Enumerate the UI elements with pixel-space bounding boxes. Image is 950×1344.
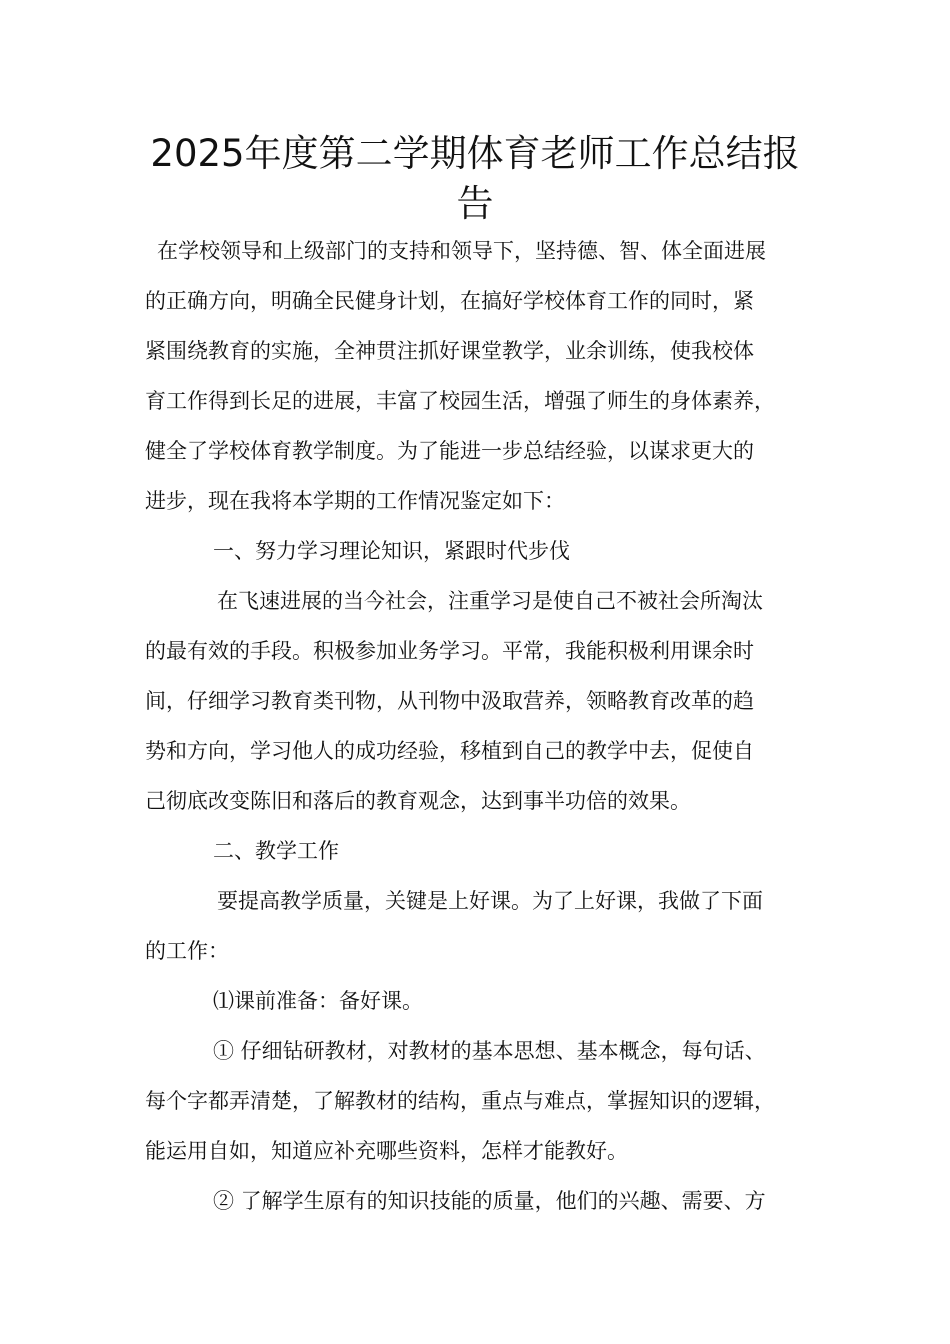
list-item-2: ② 了解学生原有的知识技能的质量，他们的兴趣、需要、方 [213, 1189, 766, 1213]
document-title-line-2: 告 [456, 182, 494, 225]
document-title-line-1: 2025年度第二学期体育老师工作总结报 [150, 132, 800, 175]
body-line: 在学校领导和上级部门的支持和领导下，坚持德、智、体全面进展 [157, 239, 766, 263]
body-line: 能运用自如，知道应补充哪些资料，怎样才能教好。 [145, 1139, 628, 1163]
body-line: 健全了学校体育教学制度。为了能进一步总结经验，以谋求更大的 [145, 439, 754, 463]
body-line: 己彻底改变陈旧和落后的教育观念，达到事半功倍的效果。 [145, 789, 691, 813]
body-line: 进步，现在我将本学期的工作情况鉴定如下： [145, 489, 565, 513]
body-line: 在飞速进展的当今社会，注重学习是使自己不被社会所淘汰 [217, 589, 763, 613]
body-line: 要提高教学质量，关键是上好课。为了上好课，我做了下面 [217, 889, 763, 913]
list-item-1: ① 仔细钻研教材，对教材的基本思想、基本概念，每句话、 [213, 1039, 766, 1063]
section-heading-1: 一、努力学习理论知识，紧跟时代步伐 [213, 539, 570, 563]
body-line: 的正确方向，明确全民健身计划，在搞好学校体育工作的同时，紧 [145, 289, 754, 313]
body-line: 紧围绕教育的实施，全神贯注抓好课堂教学，业余训练，使我校体 [145, 339, 754, 363]
body-line: 育工作得到长足的进展，丰富了校园生活，增强了师生的身体素养， [145, 389, 775, 413]
body-line: 的工作： [145, 939, 229, 963]
sub-heading: ⑴课前准备：备好课。 [213, 989, 423, 1013]
section-heading-2: 二、教学工作 [213, 839, 339, 863]
body-line: 的最有效的手段。积极参加业务学习。平常，我能积极利用课余时 [145, 639, 754, 663]
body-line: 每个字都弄清楚，了解教材的结构，重点与难点，掌握知识的逻辑， [145, 1089, 775, 1113]
body-line: 势和方向，学习他人的成功经验，移植到自己的教学中去，促使自 [145, 739, 754, 763]
body-line: 间，仔细学习教育类刊物，从刊物中汲取营养，领略教育改革的趋 [145, 689, 754, 713]
